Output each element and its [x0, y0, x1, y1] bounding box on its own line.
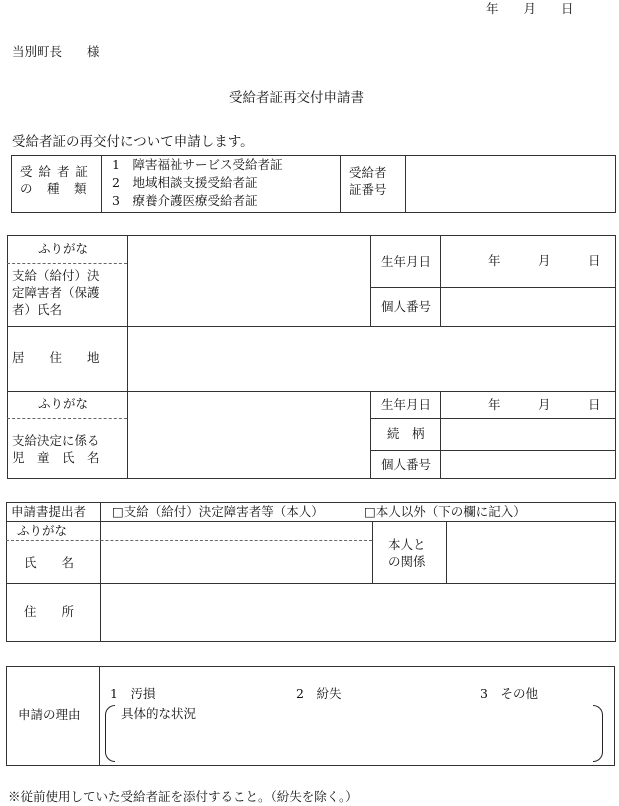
submitter-option-other[interactable]: □本人以外（下の欄に記入） — [364, 504, 526, 519]
personal-number-label: 個人番号 — [381, 299, 432, 314]
address-label: 居 住 地 — [12, 350, 100, 365]
left-bracket — [105, 705, 115, 762]
details-field[interactable] — [120, 722, 590, 760]
guardian-name-label: 支給（給付）決 定障害者（保護 者）氏名 — [12, 268, 100, 317]
submitter-label: 申請書提出者 — [11, 504, 87, 519]
birthdate-value: 年 月 日 — [488, 253, 601, 268]
submitter-name-field[interactable] — [101, 522, 372, 583]
guardian-name-field[interactable] — [128, 236, 370, 326]
child-name-field[interactable] — [128, 392, 370, 478]
submitter-relation-label: 本人と の関係 — [388, 537, 426, 569]
page-title: 受給者証再交付申請書 — [229, 90, 364, 106]
cert-option-2: 2 地域相談支援受給者証 — [112, 175, 258, 190]
date-line: 年 月 日 — [486, 1, 574, 16]
right-bracket — [593, 705, 603, 762]
submitter-option-self[interactable]: □支給（給付）決定障害者等（本人） — [112, 504, 324, 519]
addressee: 当別町長 様 — [12, 44, 100, 59]
furigana-label: ふりがな — [38, 241, 89, 256]
child-furigana-label: ふりがな — [38, 396, 89, 411]
reason-label: 申請の理由 — [18, 707, 81, 722]
reason-option-2[interactable]: 2 紛失 — [296, 686, 342, 701]
intro-text: 受給者証の再交付について申請します。 — [12, 134, 254, 150]
reason-option-3[interactable]: 3 その他 — [480, 686, 538, 701]
relationship-label: 続 柄 — [387, 426, 425, 441]
address-field[interactable] — [128, 327, 615, 391]
cert-type-label: 受 給 者 証 の 種 類 — [20, 164, 89, 196]
child-personal-number-label: 個人番号 — [381, 457, 432, 472]
child-birthdate-label: 生年月日 — [381, 397, 432, 412]
child-birthdate-value: 年 月 日 — [488, 397, 601, 412]
footnote: ※従前使用していた受給者証を添付すること。（紛失を除く。） — [8, 789, 358, 804]
cert-option-1: 1 障害福祉サービス受給者証 — [112, 157, 283, 172]
birthdate-label: 生年月日 — [381, 254, 432, 269]
submitter-relation-field[interactable] — [447, 522, 615, 583]
submitter-furigana-label: ふりがな — [17, 523, 68, 538]
relationship-field[interactable] — [441, 419, 615, 450]
details-label: 具体的な状況 — [121, 706, 197, 721]
submitter-address-field[interactable] — [101, 584, 615, 641]
submitter-address-label: 住 所 — [24, 604, 75, 619]
reason-option-1[interactable]: 1 汚損 — [110, 686, 156, 701]
personal-number-field[interactable] — [441, 288, 615, 326]
cert-number-label: 受給者 証番号 — [349, 165, 387, 197]
child-name-label: 支給決定に係る 児 童 氏 名 — [12, 433, 100, 465]
cert-option-3: 3 療養介護医療受給者証 — [112, 193, 258, 208]
submitter-name-label: 氏 名 — [24, 555, 75, 570]
cert-number-field[interactable] — [406, 156, 615, 212]
child-personal-number-field[interactable] — [441, 451, 615, 478]
